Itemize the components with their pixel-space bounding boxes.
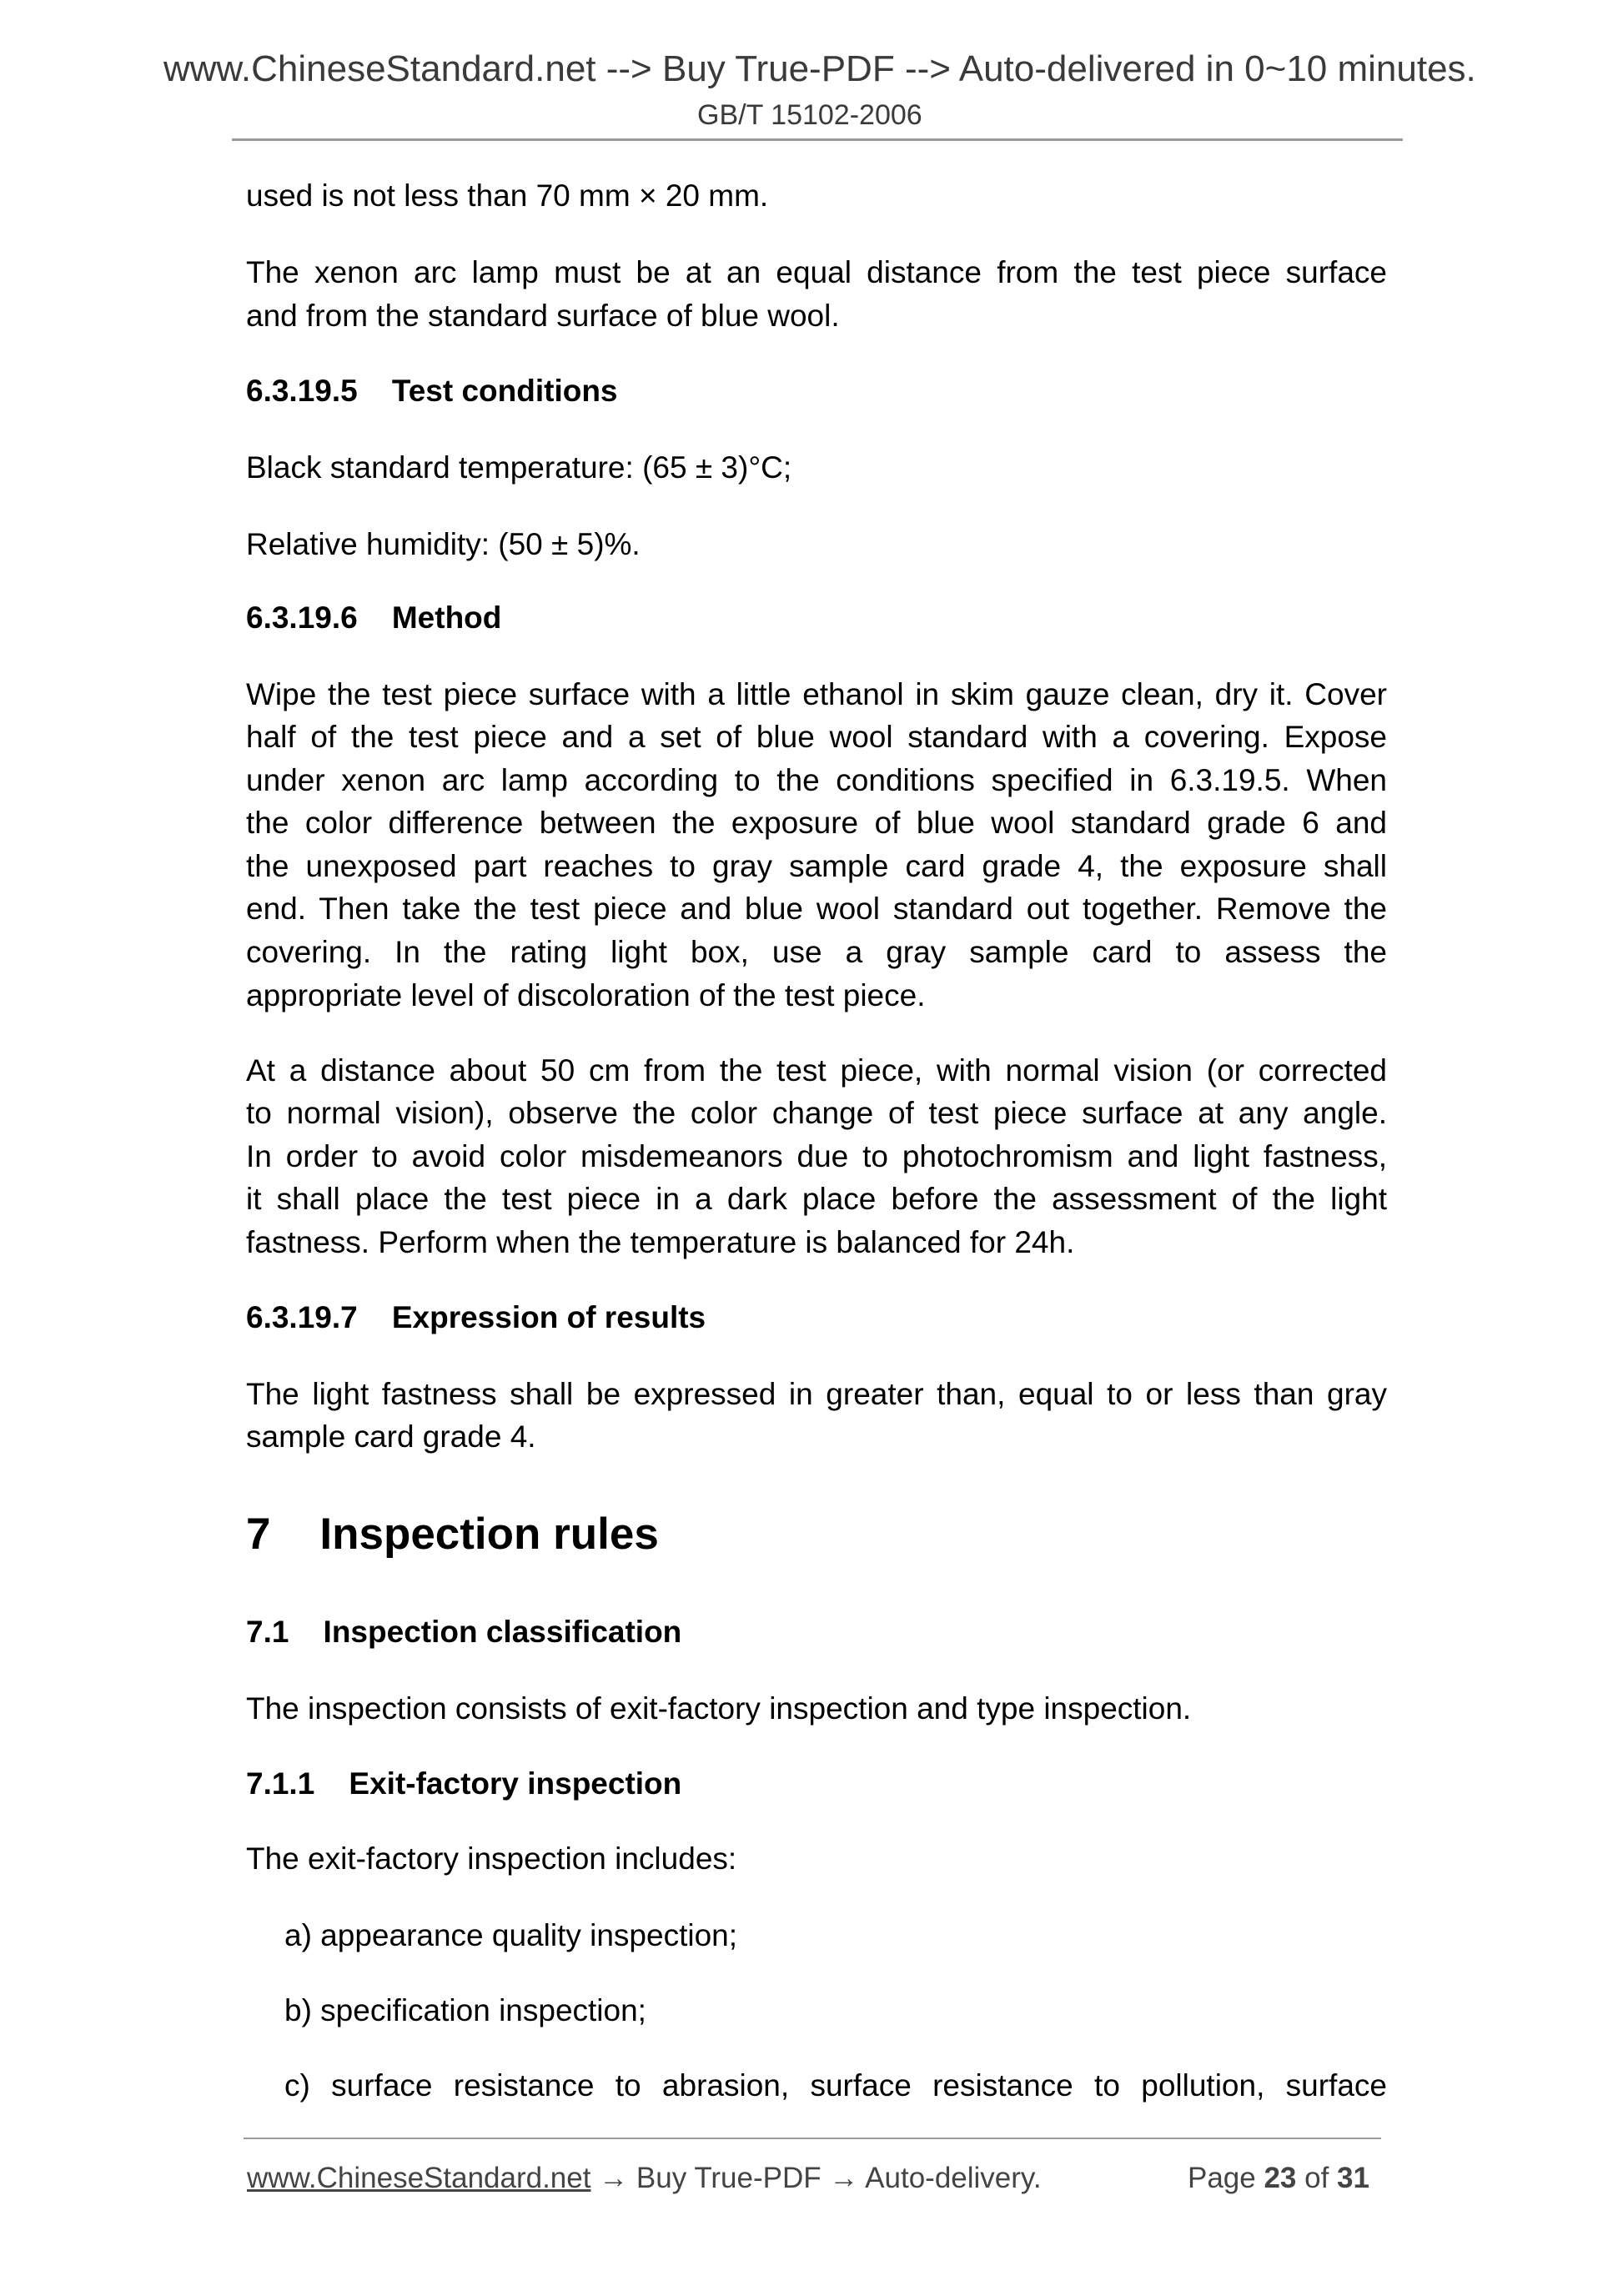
list-item: c) surface resistance to abrasion, surface resistance to pollution, surface — [284, 2068, 1387, 2103]
current-page: 23 — [1264, 2162, 1297, 2194]
paragraph-line: Relative humidity: (50 ± 5)%. — [246, 527, 641, 561]
paragraph-line: The light fastness shall be expressed in greater than, equal to or less than gray — [246, 1377, 1387, 1411]
list-item: a) appearance quality inspection; — [284, 1918, 738, 1952]
list-item: b) specification inspection; — [284, 1993, 646, 2027]
paragraph-line: end. Then take the test piece and blue wool standard out together. Remove the — [246, 892, 1387, 926]
header-divider — [232, 138, 1403, 141]
paragraph-line: and from the standard surface of blue wool. — [246, 299, 840, 333]
header-banner: www.ChineseStandard.net --> Buy True-PDF --> Auto-delivered in 0~10 minutes. — [163, 48, 1476, 89]
standard-number: GB/T 15102-2006 — [697, 99, 922, 131]
section-heading-7-1-1: 7.1.1 Exit-factory inspection — [246, 1766, 682, 1801]
paragraph-line: The inspection consists of exit-factory inspection and type inspection. — [246, 1691, 1192, 1726]
paragraph-line: appropriate level of discoloration of the test piece. — [246, 978, 926, 1012]
page-indicator — [1188, 2162, 1369, 2195]
section-heading-7-1: 7.1 Inspection classification — [246, 1615, 682, 1649]
paragraph-line: covering. In the rating light box, use a gray sample card to assess the — [246, 935, 1387, 969]
paragraph-line: Wipe the test piece surface with a little ethanol in skim gauze clean, dry it. Cover — [246, 677, 1387, 711]
paragraph-line: the unexposed part reaches to gray sample card grade 4, the exposure shall — [246, 849, 1387, 883]
chapter-heading-7: 7 Inspection rules — [246, 1510, 659, 1559]
section-heading-6-3-19-7: 6.3.19.7 Expression of results — [246, 1300, 706, 1334]
footer-link[interactable]: www.ChineseStandard.net — [247, 2162, 591, 2194]
paragraph-line: it shall place the test piece in a dark place before the assessment of the light — [246, 1182, 1387, 1216]
paragraph-line: used is not less than 70 mm × 20 mm. — [246, 178, 769, 213]
footer-text — [247, 2162, 1042, 2195]
section-heading-6-3-19-6: 6.3.19.6 Method — [246, 600, 502, 635]
paragraph-line: half of the test piece and a set of blue wool standard with a covering. Expose — [246, 720, 1387, 754]
paragraph-line: the color difference between the exposure of blue wool standard grade 6 and — [246, 806, 1387, 840]
paragraph-line: In order to avoid color misdemeanors due to photochromism and light fastness, — [246, 1139, 1387, 1173]
paragraph-line: The xenon arc lamp must be at an equal distance from the test piece surface — [246, 255, 1387, 289]
paragraph-line: to normal vision), observe the color change of test piece surface at any angle. — [246, 1096, 1387, 1130]
page-of-label: of — [1296, 2162, 1338, 2194]
footer-divider — [244, 2138, 1381, 2139]
footer-tagline: → Buy True-PDF → Auto-delivery. — [590, 2162, 1042, 2194]
paragraph-line: sample card grade 4. — [246, 1419, 536, 1454]
page-label: Page — [1188, 2162, 1264, 2194]
paragraph-line: At a distance about 50 cm from the test piece, with normal vision (or corrected — [246, 1053, 1387, 1088]
paragraph-line: under xenon arc lamp according to the conditions specified in 6.3.19.5. When — [246, 763, 1387, 797]
total-pages: 31 — [1337, 2162, 1369, 2194]
paragraph-line: fastness. Perform when the temperature is balanced for 24h. — [246, 1225, 1075, 1259]
paragraph-line: The exit-factory inspection includes: — [246, 1841, 737, 1876]
section-heading-6-3-19-5: 6.3.19.5 Test conditions — [246, 374, 618, 408]
paragraph-line: Black standard temperature: (65 ± 3)°C; — [246, 450, 792, 485]
